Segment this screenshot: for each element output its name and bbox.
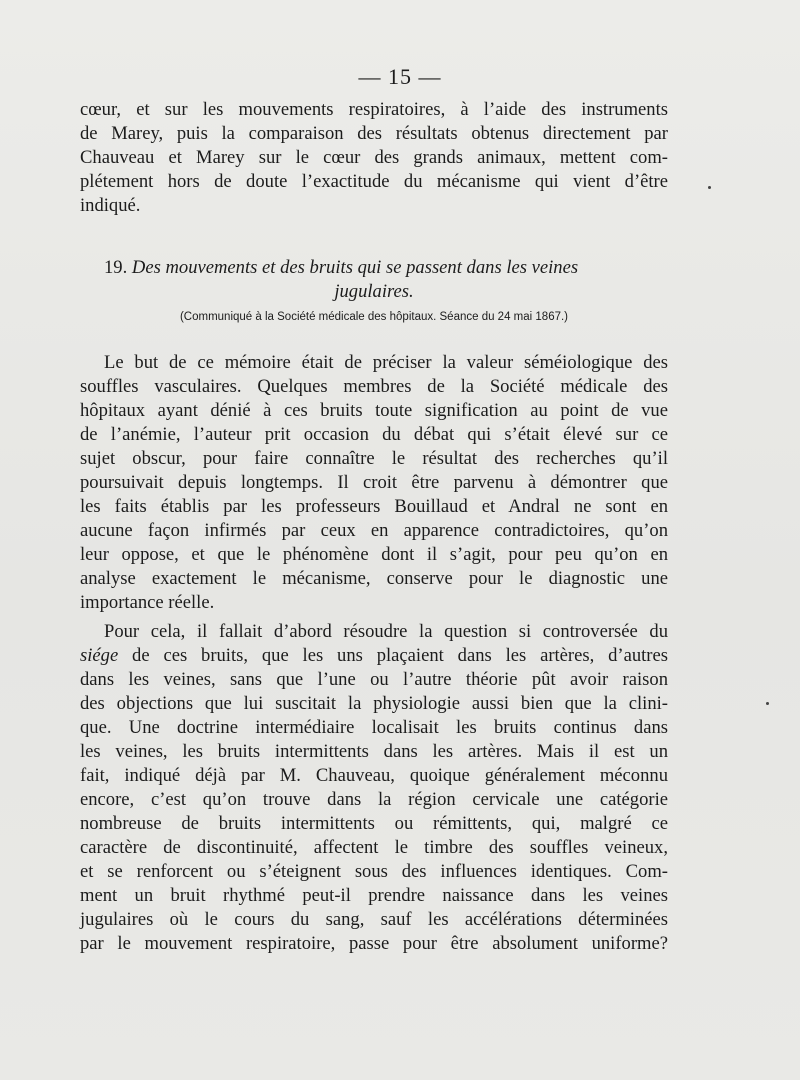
text-line: des objections que lui suscitait la physiologie aussi bien que la clini-: [80, 693, 668, 714]
text-line: poursuivait depuis longtemps. Il croit être parvenu à démontrer que: [80, 472, 668, 493]
text-line: importance réelle.: [80, 592, 215, 613]
section-title-line2: jugulaires.: [334, 281, 414, 302]
text-line: de Marey, puis la comparaison des résultats obtenus directement par: [80, 123, 668, 144]
text-line: Chauveau et Marey sur le cœur des grands animaux, mettent com-: [80, 147, 668, 168]
text-line: aucune façon infirmés par ceux en apparence contradictoires, qu’on: [80, 520, 668, 541]
text-line: par le mouvement respiratoire, passe pour être absolument uniforme?: [80, 933, 668, 954]
text-line: et se renforcent ou s’éteignent sous des influences identiques. Com-: [80, 861, 668, 882]
text-line: les veines, les bruits intermittents dans les artères. Mais il est un: [80, 741, 668, 762]
text-line: indiqué.: [80, 195, 141, 216]
text-line: ment un bruit rhythmé peut-il prendre naissance dans les veines: [80, 885, 668, 906]
text-line: souffles vasculaires. Quelques membres de la Société médicale des: [80, 376, 668, 397]
text-line: de l’anémie, l’auteur prit occasion du débat qui s’était élevé sur ce: [80, 424, 668, 445]
dust-speck: [708, 186, 711, 189]
dust-speck: [766, 702, 769, 705]
communication-note: (Communiqué à la Société médicale des hôpitaux. Séance du 24 mai 1867.): [179, 311, 569, 323]
text-line: Le but de ce mémoire était de préciser la valeur séméiologique des: [104, 352, 668, 373]
section-heading: [80, 256, 668, 304]
text-line: siége de ces bruits, que les uns plaçaient dans les artères, d’autres: [80, 645, 668, 666]
text-line: caractère de discontinuité, affectent le timbre des souffles veineux,: [80, 837, 668, 858]
text-line: encore, c’est qu’on trouve dans la région cervicale une catégorie: [80, 789, 668, 810]
text-line: fait, indiqué déjà par M. Chauveau, quoique généralement méconnu: [80, 765, 668, 786]
text-line: nombreuse de bruits intermittents ou rémittents, qui, malgré ce: [80, 813, 668, 834]
text-line: jugulaires où le cours du sang, sauf les accélérations déterminées: [80, 909, 668, 930]
section-number: 19.: [104, 257, 128, 278]
text-line: analyse exactement le mécanisme, conserve pour le diagnostic une: [80, 568, 668, 589]
text-line: dans les veines, sans que l’une ou l’autre théorie pût avoir raison: [80, 669, 668, 690]
paragraph-3: [80, 620, 668, 956]
text-line: plétement hors de doute l’exactitude du mécanisme qui vient d’être: [80, 171, 668, 192]
text-line: Pour cela, il fallait d’abord résoudre la question si controversée du: [104, 621, 668, 642]
paragraph-2: [80, 351, 668, 615]
section-title-line1: Des mouvements et des bruits qui se passent dans les veines: [131, 257, 579, 278]
page-number: — 15 —: [358, 64, 442, 89]
text-line: sujet obscur, pour faire connaître le résultat des recherches qu’il: [80, 448, 668, 469]
text-line: cœur, et sur les mouvements respiratoires, à l’aide des instruments: [80, 99, 668, 120]
text-line: leur oppose, et que le phénomène dont il s’agit, pour peu qu’on en: [80, 544, 668, 565]
text-line: hôpitaux ayant dénié à ces bruits toute signification au point de vue: [80, 400, 668, 421]
text-line: les faits établis par les professeurs Bouillaud et Andral ne sont en: [80, 496, 668, 517]
emphasized-word: siége: [80, 645, 119, 666]
text-line: que. Une doctrine intermédiaire localisait les bruits continus dans: [80, 717, 668, 738]
paragraph-1: [80, 98, 668, 218]
